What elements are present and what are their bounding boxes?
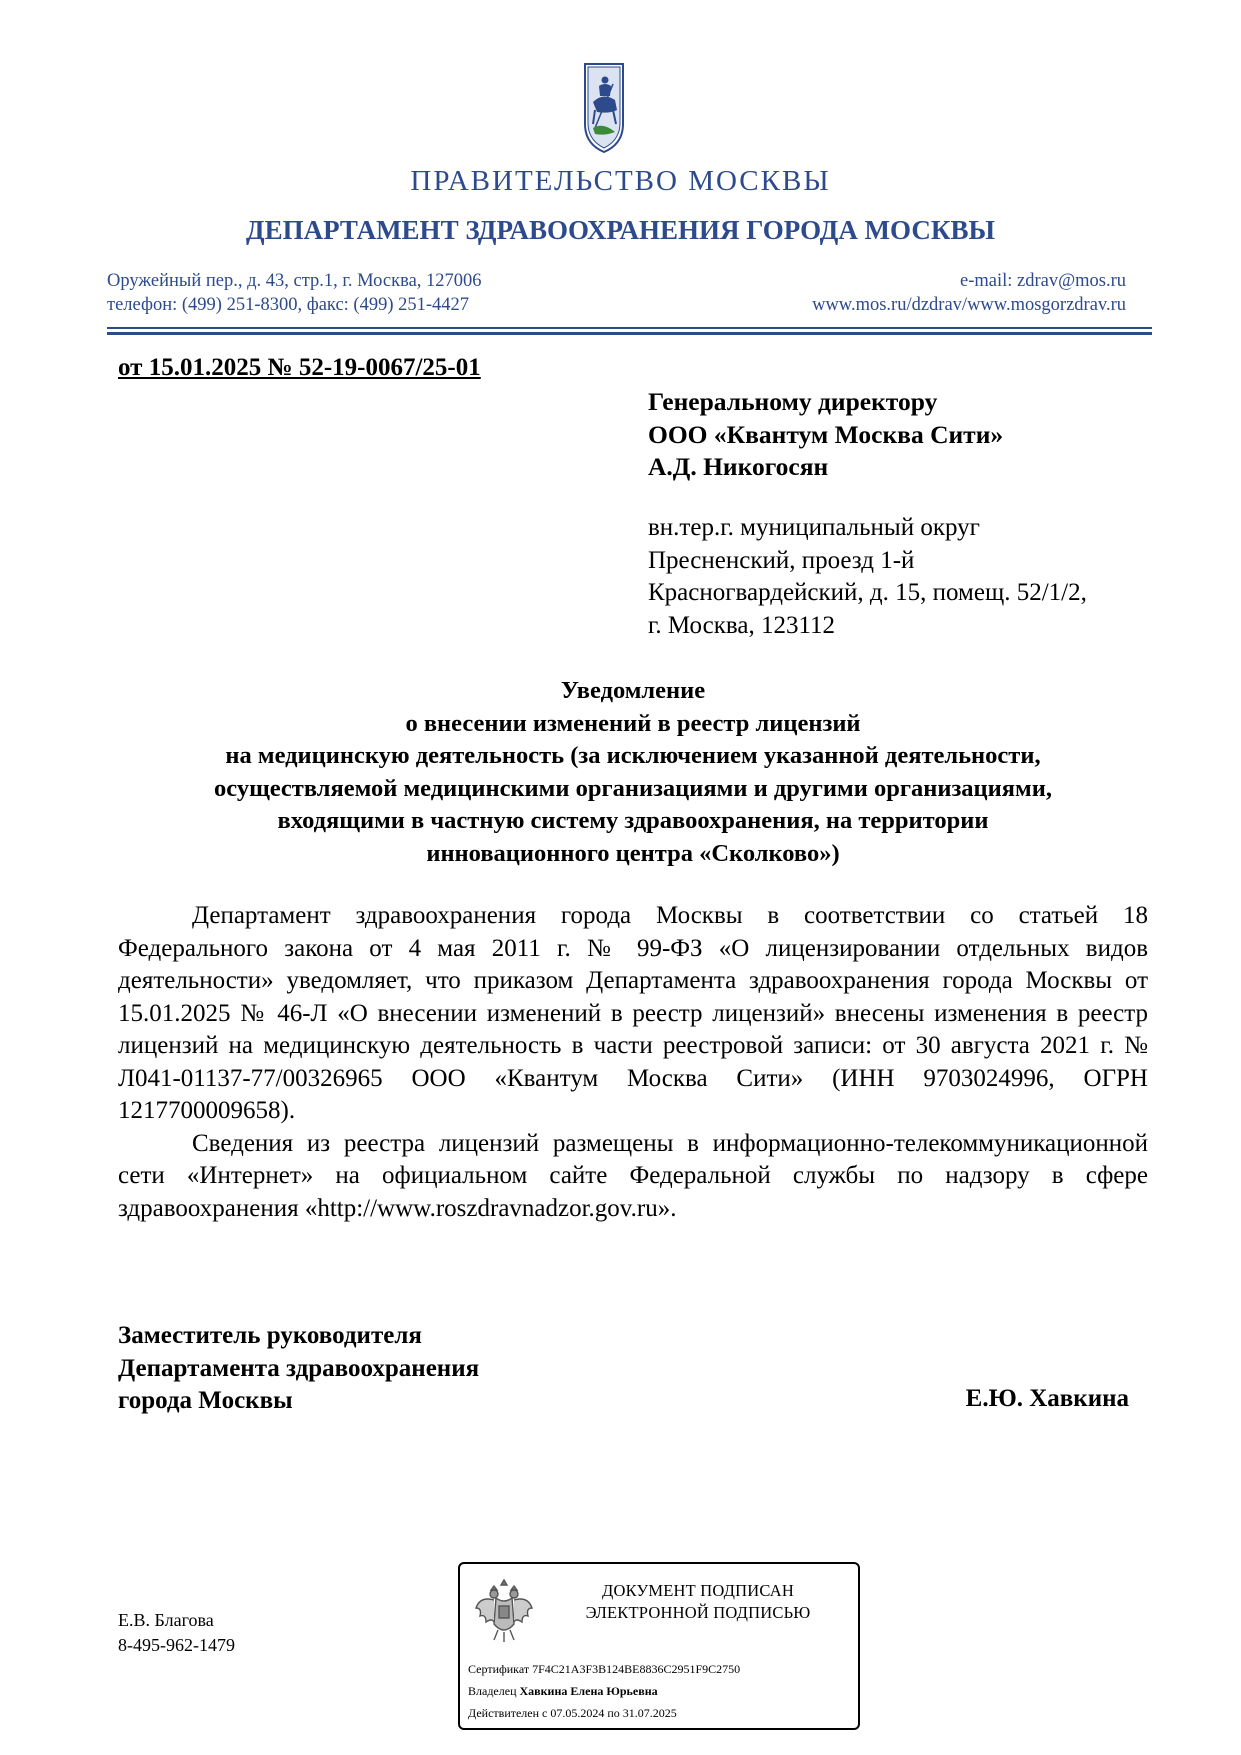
owner-line xyxy=(468,1680,740,1702)
letter-body xyxy=(118,900,1148,1225)
government-title: ПРАВИТЕЛЬСТВО МОСКВЫ xyxy=(410,165,831,197)
addressee-company: ООО «Квантум Москва Сити» xyxy=(648,419,1004,449)
postal-address: Оружейный пер., д. 43, стр.1, г. Москва, 127006 xyxy=(107,271,482,291)
address-line: Красногвардейский, д. 15, помещ. 52/1/2, xyxy=(648,579,1087,606)
certificate-label: Сертификат xyxy=(468,1662,530,1676)
certificate-value: 7F4C21A3F3B124BE8836C2951F9C2750 xyxy=(532,1662,741,1676)
body-paragraph: Департамент здравоохранения города Москвы в соответствии со статьей 18 Федерального закона от 4 мая 2011 г. № 99-ФЗ «О лицензировании отдельных видов деятельности» уведомляет, что приказом Департамента здравоохранения города Москвы от 15.01.2025 № 46-Л «О внесении изменений в реестр лицензий» внесены изменения в реестр лицензий на медицинскую деятельность в части реестровой записи: от 30 августа 2021 г. № Л041-01137-77/00326965 ООО «Квантум Москва Сити» (ИНН 9703024996, ОГРН 1217700009658). xyxy=(118,902,1148,1124)
notice-subtitle-line: о внесении изменений в реестр лицензий xyxy=(405,709,861,737)
header-divider-thick xyxy=(107,332,1152,335)
executor-block xyxy=(118,1608,235,1658)
notice-subtitle-line: инновационного центра «Сколково») xyxy=(426,839,840,867)
addressee-position: Генеральному директору xyxy=(648,387,938,416)
electronic-signature-stamp xyxy=(458,1562,860,1730)
russian-double-headed-eagle-icon xyxy=(472,1574,536,1646)
validity-value: с 07.05.2024 по 31.07.2025 xyxy=(542,1706,677,1720)
notice-title: Уведомление xyxy=(560,677,706,704)
notice-subtitle-line: на медицинскую деятельность (за исключением указанной деятельности, xyxy=(225,742,1041,769)
phone-fax: телефон: (499) 251-8300, факс: (499) 251-4427 xyxy=(107,295,470,315)
notice-heading xyxy=(100,675,1166,870)
notice-subtitle-line: осуществляемой медицинскими организациями и другими организациями, xyxy=(214,774,1052,802)
address-line: вн.тер.г. муниципальный округ xyxy=(648,514,980,541)
signer-position-line: города Москвы xyxy=(118,1387,293,1414)
owner-label: Владелец xyxy=(468,1684,517,1698)
header-divider-thin xyxy=(107,327,1152,329)
addressee-address xyxy=(648,512,1087,642)
signer-position-line: Заместитель руководителя xyxy=(118,1322,422,1349)
stamp-title xyxy=(540,1580,856,1624)
registration-number: от 15.01.2025 № 52-19-0067/25-01 xyxy=(118,354,481,381)
signer-name: Е.Ю. Хавкина xyxy=(965,1385,1129,1412)
address-line: Пресненский, проезд 1-й xyxy=(648,546,915,574)
address-line: г. Москва, 123112 xyxy=(648,611,836,639)
body-paragraph: Сведения из реестра лицензий размещены в информационно-телекоммуникационной сети «Интернет» на официальном сайте Федеральной службы по надзору в сфере здравоохранения «http://www.roszdravnadzor.gov.ru». xyxy=(118,1129,1148,1222)
executor-phone: 8-495-962-1479 xyxy=(118,1635,235,1655)
certificate-line xyxy=(468,1658,740,1680)
signer-position-line: Департамента здравоохранения xyxy=(118,1354,480,1382)
validity-label: Действителен xyxy=(468,1706,540,1720)
stamp-details xyxy=(468,1658,740,1724)
addressee-name: А.Д. Никогосян xyxy=(648,452,829,481)
website-address: www.mos.ru/dzdrav/www.mosgorzdrav.ru xyxy=(812,295,1126,315)
department-title: ДЕПАРТАМЕНТ ЗДРАВООХРАНЕНИЯ ГОРОДА МОСКВЫ xyxy=(246,215,995,245)
contact-left xyxy=(107,269,482,317)
signer-position xyxy=(118,1320,479,1418)
stamp-title-line: ДОКУМЕНТ ПОДПИСАН xyxy=(602,1581,794,1600)
notice-subtitle-line: входящими в частную систему здравоохранения, на территории xyxy=(277,807,989,834)
validity-line xyxy=(468,1702,740,1724)
stamp-title-line: ЭЛЕКТРОННОЙ ПОДПИСЬЮ xyxy=(585,1603,811,1622)
addressee-block xyxy=(648,386,1003,484)
moscow-coat-of-arms-icon xyxy=(583,62,625,154)
owner-value: Хавкина Елена Юрьевна xyxy=(519,1684,658,1698)
executor-name: Е.В. Благова xyxy=(118,1610,214,1630)
contact-right xyxy=(812,269,1126,317)
email-address: e-mail: zdrav@mos.ru xyxy=(959,271,1126,291)
